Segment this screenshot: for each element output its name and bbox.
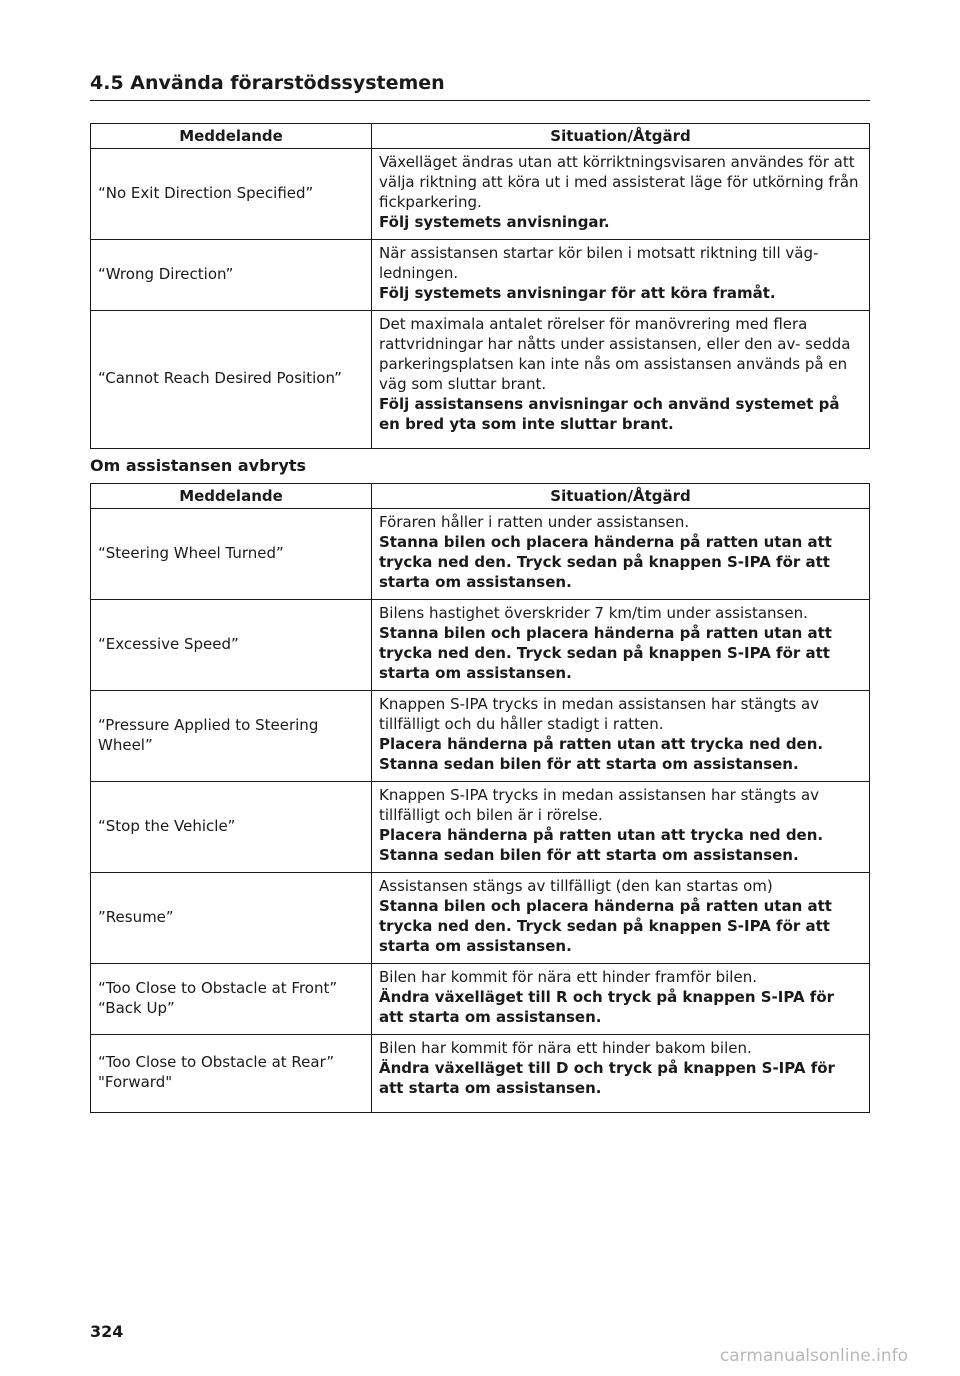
table-header-row [91, 484, 870, 509]
situation-text: Bilens hastighet överskrider 7 km/tim under assistansen. [379, 604, 808, 622]
page-number: 324 [90, 1322, 124, 1341]
table-row [91, 691, 870, 782]
column-header-action: Situation/Åtgärd [372, 484, 870, 509]
situation-text: Assistansen stängs av tillfälligt (den kan startas om) [379, 877, 773, 895]
message-cell: “Pressure Applied to Steering Wheel” [91, 691, 372, 782]
action-cell [372, 873, 870, 964]
message-cell: “Too Close to Obstacle at Front” “Back Up” [91, 964, 372, 1035]
message-cell: “Wrong Direction” [91, 240, 372, 311]
action-text: Ändra växelläget till R och tryck på knappen S-IPA för att starta om assistansen. [379, 988, 835, 1026]
message-cell: “Excessive Speed” [91, 600, 372, 691]
action-text: Följ assistansens anvisningar och använd systemet på en bred yta som inte sluttar brant. [379, 395, 840, 433]
table-row [91, 311, 870, 449]
action-cell [372, 311, 870, 449]
action-cell [372, 1035, 870, 1113]
message-cell: “Steering Wheel Turned” [91, 509, 372, 600]
situation-text: Knappen S-IPA trycks in medan assistansen har stängts av tillfälligt och bilen är i rörelse. [379, 786, 820, 824]
message-cell: ”Resume” [91, 873, 372, 964]
table-row [91, 600, 870, 691]
table-row [91, 1035, 870, 1113]
column-header-message: Meddelande [91, 484, 372, 509]
watermark: carmanualsonline.info [719, 1346, 908, 1366]
message-cell: “No Exit Direction Specified” [91, 149, 372, 240]
message-table-2 [90, 483, 870, 1113]
action-cell [372, 240, 870, 311]
situation-text: Bilen har kommit för nära ett hinder framför bilen. [379, 968, 757, 986]
action-text: Ändra växelläget till D och tryck på knappen S-IPA för att starta om assistansen. [379, 1059, 835, 1097]
situation-text: När assistansen startar kör bilen i motsatt riktning till väg- ledningen. [379, 244, 819, 282]
message-cell: “Too Close to Obstacle at Rear” "Forward" [91, 1035, 372, 1113]
column-header-message: Meddelande [91, 124, 372, 149]
message-cell: “Cannot Reach Desired Position” [91, 311, 372, 449]
situation-text: Växelläget ändras utan att körriktningsvisaren användes för att välja riktning att köra ut i med assisterat läge för utkörning från fickparkering. [379, 153, 859, 211]
action-text: Stanna bilen och placera händerna på ratten utan att trycka ned den. Tryck sedan på knappen S-IPA för att starta om assistansen. [379, 624, 832, 682]
table-row [91, 240, 870, 311]
action-cell [372, 964, 870, 1035]
action-text: Stanna bilen och placera händerna på ratten utan att trycka ned den. Tryck sedan på knappen S-IPA för att starta om assistansen. [379, 897, 832, 955]
action-cell [372, 600, 870, 691]
table-row [91, 509, 870, 600]
situation-text: Det maximala antalet rörelser för manövrering med flera rattvridningar har nåtts under assistansen, eller den av- sedda parkeringsplatsen kan inte nås om assistansen används på en väg som sluttar brant. [379, 315, 851, 393]
action-text: Följ systemets anvisningar. [379, 213, 610, 231]
table-header-row [91, 124, 870, 149]
table-row [91, 964, 870, 1035]
action-cell [372, 509, 870, 600]
action-text: Placera händerna på ratten utan att trycka ned den. Stanna sedan bilen för att starta om assistansen. [379, 826, 824, 864]
subheading: Om assistansen avbryts [90, 456, 307, 475]
action-cell [372, 149, 870, 240]
section-title: 4.5 Använda förarstödssystemen [90, 72, 870, 101]
action-cell [372, 691, 870, 782]
action-text: Stanna bilen och placera händerna på ratten utan att trycka ned den. Tryck sedan på knappen S-IPA för att starta om assistansen. [379, 533, 832, 591]
message-table-1 [90, 123, 870, 449]
action-cell [372, 782, 870, 873]
situation-text: Föraren håller i ratten under assistansen. [379, 513, 690, 531]
table-row [91, 782, 870, 873]
action-text: Placera händerna på ratten utan att trycka ned den. Stanna sedan bilen för att starta om assistansen. [379, 735, 824, 773]
table-row [91, 149, 870, 240]
situation-text: Knappen S-IPA trycks in medan assistansen har stängts av tillfälligt och du håller stadigt i ratten. [379, 695, 820, 733]
column-header-action: Situation/Åtgärd [372, 124, 870, 149]
action-text: Följ systemets anvisningar för att köra framåt. [379, 284, 776, 302]
table-row [91, 873, 870, 964]
message-cell: “Stop the Vehicle” [91, 782, 372, 873]
situation-text: Bilen har kommit för nära ett hinder bakom bilen. [379, 1039, 752, 1057]
